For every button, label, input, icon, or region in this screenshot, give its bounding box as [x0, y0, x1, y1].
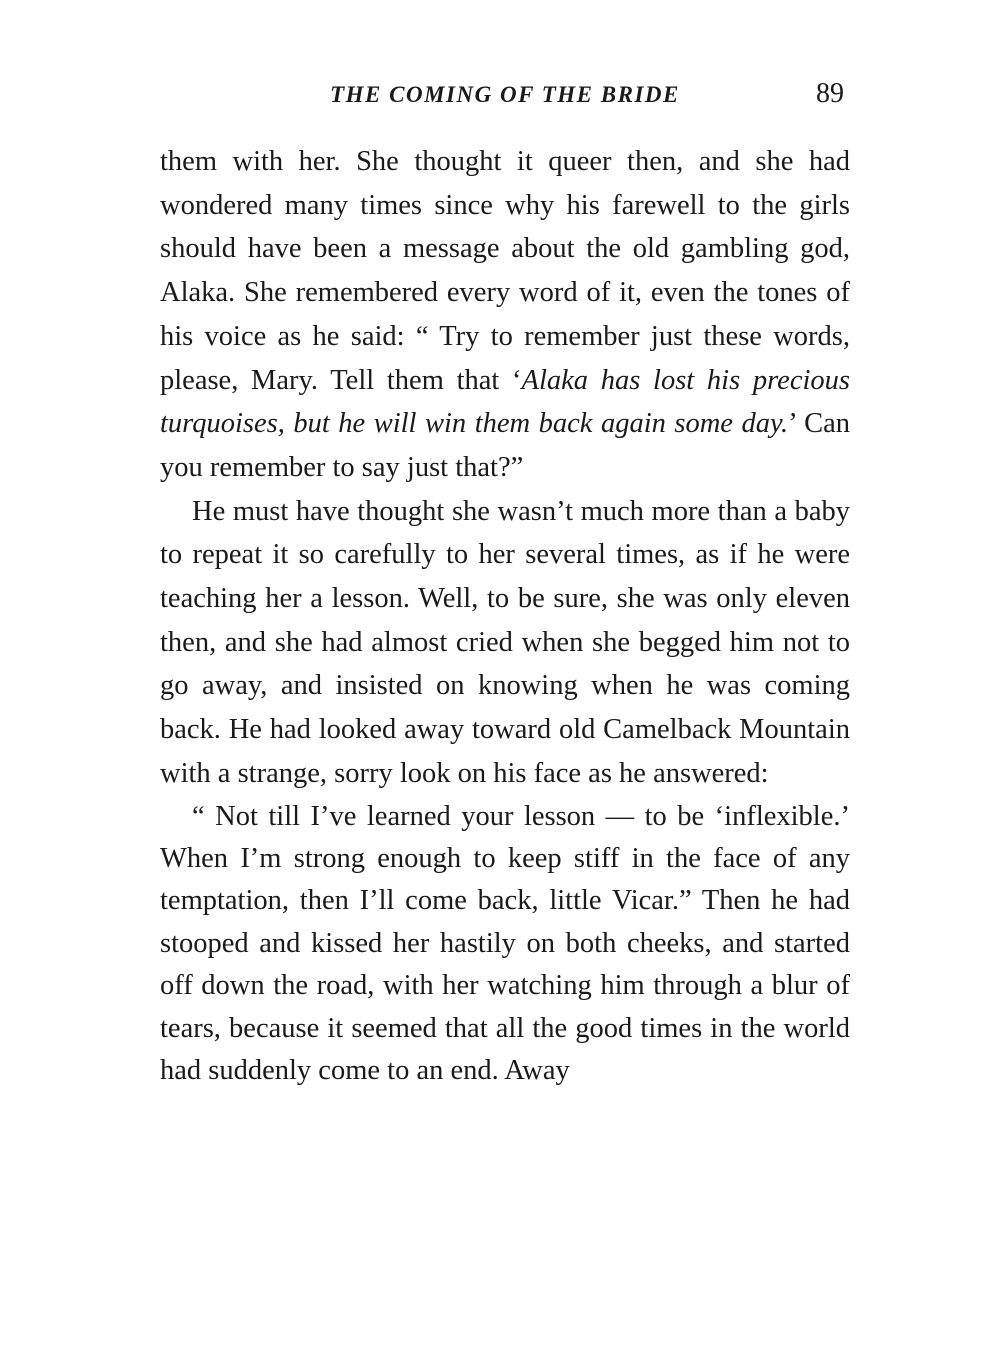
paragraph-2: He must have thought she wasn’t much more than a baby to repeat it so carefully to her several times, as if he were teaching her a lesson. Well, to be sure, she was only eleven then, and she had almost cried when she begged him not to go away, and insisted on knowing when he was coming back. He had looked away toward old Camelback Mountain with a strange, sorry look on his face as he answered: [160, 495, 850, 789]
running-title: THE COMING OF THE BRIDE [330, 82, 680, 107]
paragraph-1-italic-message: Alaka has lost his precious turquoises, but he will win them back again some day. [160, 364, 850, 440]
paragraph-1-ending: ’ Can you remember to say just that?” [160, 408, 850, 483]
page-body [160, 140, 850, 1092]
paragraph-1-text: them with her. She thought it queer then, and she had wondered many times since why his farewell to the girls should have been a message about the old gambling god, Alaka. She remembered every word of it, even the tones of his voice as he said: “ Try to remember just these words, please, Mary. Tell them that ‘ [160, 146, 850, 396]
paragraph-1 [160, 140, 850, 490]
paragraph-3: “ Not till I’ve learned your lesson — to be ‘inflexible.’ When I’m strong enough to keep stiff in the face of any temptation, then I’ll come back, little Vicar.” Then he had stooped and kissed her hastily on both cheeks, and started off down the road, with her watching him through a blur of tears, because it seemed that all the good times in the world had suddenly come to an end. Away [160, 800, 850, 1086]
running-header [160, 78, 850, 112]
page-number: 89 [816, 78, 844, 109]
